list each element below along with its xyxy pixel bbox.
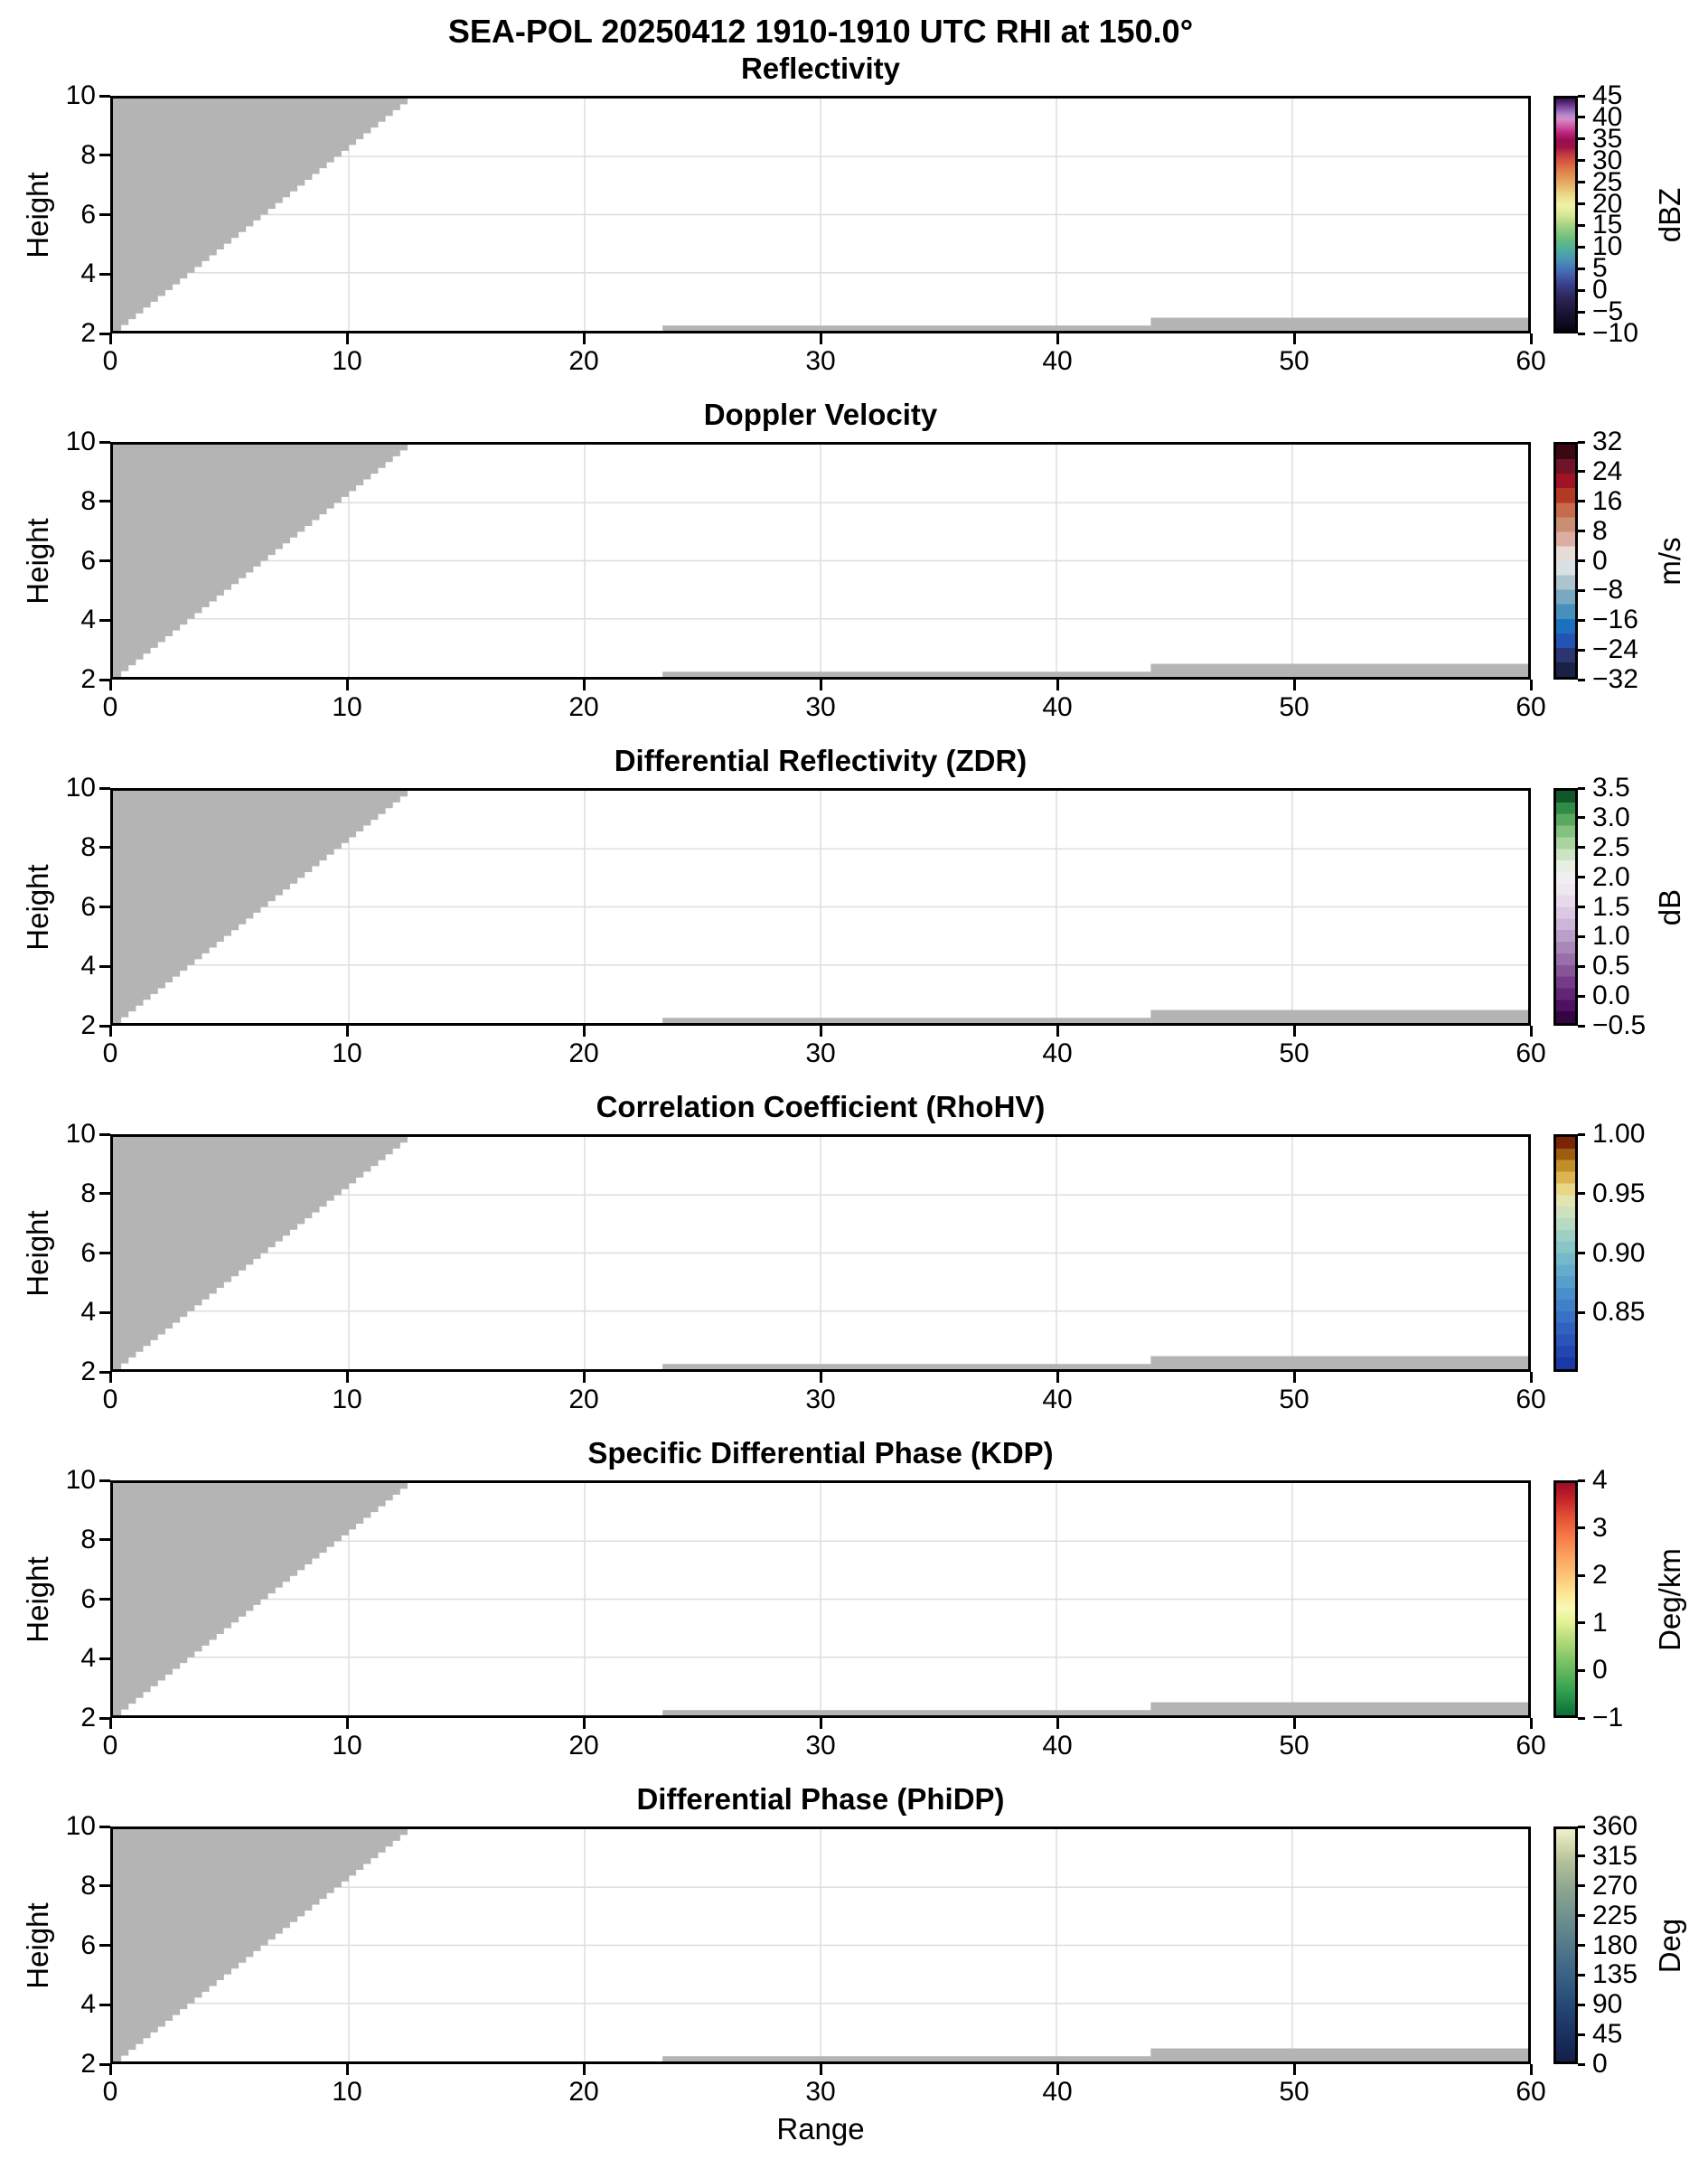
no-data-strip-1: [662, 1710, 1150, 1715]
colorbar-differential-phase-phidp: [1553, 1826, 1578, 2064]
y-tick: [99, 441, 110, 444]
panel-title-differential-phase-phidp: Differential Phase (PhiDP): [636, 1782, 1005, 1816]
colorbar-tick-label: 1: [1592, 1607, 1608, 1638]
x-tick: [820, 680, 822, 690]
y-tick-label: 2: [80, 2049, 96, 2079]
colorbar-tick-label: −5: [1592, 296, 1624, 327]
colorbar-tick: [1578, 95, 1585, 98]
x-tick: [1293, 680, 1296, 690]
colorbar-tick-label: 0: [1592, 1655, 1608, 1685]
x-tick: [109, 1372, 112, 1383]
x-tick: [1293, 2064, 1296, 2075]
y-tick: [99, 1598, 110, 1601]
colorbar-tick: [1578, 2063, 1585, 2066]
panel-title-specific-differential-phase-kdp: Specific Differential Phase (KDP): [587, 1436, 1054, 1469]
colorbar-tick: [1578, 787, 1585, 790]
y-tick-label: 6: [80, 1930, 96, 1960]
y-tick: [99, 1371, 110, 1374]
y-tick: [99, 1252, 110, 1254]
x-tick: [1530, 1026, 1533, 1037]
x-tick-label: 60: [1516, 346, 1546, 376]
x-tick: [1530, 1372, 1533, 1383]
x-tick-label: 50: [1279, 1038, 1309, 1068]
colorbar-tick: [1578, 470, 1585, 473]
x-tick-label: 0: [102, 346, 118, 376]
x-tick: [820, 1026, 822, 1037]
colorbar-tick-label: 135: [1592, 1959, 1638, 1990]
y-axis-label: Height: [21, 171, 54, 258]
panel-title-reflectivity: Reflectivity: [740, 52, 901, 85]
x-tick: [109, 2064, 112, 2075]
panel-title-doppler-velocity: Doppler Velocity: [703, 398, 938, 431]
colorbar-tick-label: 0.85: [1592, 1297, 1646, 1328]
colorbar-tick-label: 0.5: [1592, 951, 1630, 981]
x-tick-label: 40: [1042, 1731, 1073, 1761]
colorbar-unit-differential-reflectivity-zdr: dB: [1653, 888, 1686, 925]
x-tick-label: 10: [332, 692, 362, 722]
colorbar-tick-label: 4: [1592, 1465, 1608, 1495]
x-tick: [1530, 333, 1533, 344]
y-tick: [99, 1826, 110, 1828]
x-tick-label: 30: [805, 1038, 836, 1068]
x-tick: [583, 680, 586, 690]
colorbar-tick-label: 16: [1592, 485, 1623, 516]
colorbar-tick: [1578, 1311, 1585, 1314]
colorbar-tick: [1578, 1526, 1585, 1529]
colorbar-tick: [1578, 181, 1585, 183]
colorbar-tick: [1578, 1944, 1585, 1947]
x-tick: [1293, 1718, 1296, 1729]
colorbar-tick: [1578, 500, 1585, 502]
colorbar-tick-label: 5: [1592, 253, 1608, 284]
colorbar-tick: [1578, 935, 1585, 938]
x-tick-label: 10: [332, 2077, 362, 2107]
y-tick-label: 10: [65, 773, 96, 803]
y-tick-label: 2: [80, 1010, 96, 1040]
colorbar-tick: [1578, 1826, 1585, 1828]
x-tick-label: 20: [568, 692, 599, 722]
colorbar-tick: [1578, 1133, 1585, 1136]
colorbar-tick-label: −16: [1592, 605, 1638, 635]
plot-area-differential-reflectivity-zdr: [110, 788, 1531, 1026]
colorbar-tick-label: 2: [1592, 1560, 1608, 1591]
colorbar-tick: [1578, 995, 1585, 998]
x-tick-label: 0: [102, 1038, 118, 1068]
y-tick: [99, 500, 110, 502]
y-tick: [99, 1192, 110, 1195]
colorbar-tick: [1578, 289, 1585, 292]
plot-area-specific-differential-phase-kdp: [110, 1480, 1531, 1718]
x-tick: [1056, 1026, 1059, 1037]
colorbar-tick: [1578, 876, 1585, 878]
colorbar-unit-specific-differential-phase-kdp: Deg/km: [1653, 1547, 1686, 1651]
x-tick-label: 60: [1516, 2077, 1546, 2107]
y-tick: [99, 846, 110, 849]
y-tick: [99, 273, 110, 276]
colorbar-reflectivity: [1553, 96, 1578, 333]
x-tick-label: 50: [1279, 2077, 1309, 2107]
colorbar-tick: [1578, 906, 1585, 908]
x-tick-label: 40: [1042, 2077, 1073, 2107]
colorbar-tick-label: 0: [1592, 275, 1608, 305]
colorbar-tick: [1578, 116, 1585, 118]
x-tick: [1293, 333, 1296, 344]
colorbar-tick: [1578, 159, 1585, 162]
colorbar-tick-label: 225: [1592, 1900, 1638, 1930]
x-tick: [820, 333, 822, 344]
x-tick-label: 20: [568, 1731, 599, 1761]
colorbar-tick: [1578, 679, 1585, 681]
y-tick-label: 2: [80, 1357, 96, 1386]
x-tick-label: 20: [568, 346, 599, 376]
colorbar-tick: [1578, 1621, 1585, 1624]
colorbar-tick-label: −8: [1592, 575, 1624, 606]
y-tick: [99, 2063, 110, 2066]
colorbar-tick-label: −10: [1592, 318, 1638, 348]
colorbar-tick-label: 3.0: [1592, 802, 1630, 832]
y-tick: [99, 1717, 110, 1720]
y-tick: [99, 154, 110, 156]
colorbar-tick: [1578, 530, 1585, 532]
x-tick: [346, 2064, 349, 2075]
x-tick-label: 20: [568, 1385, 599, 1414]
y-tick-label: 4: [80, 1297, 96, 1328]
y-tick-label: 6: [80, 1237, 96, 1268]
no-data-strip-2: [1150, 1703, 1528, 1715]
y-tick-label: 8: [80, 831, 96, 862]
y-tick-label: 2: [80, 318, 96, 348]
y-tick: [99, 1479, 110, 1482]
x-tick: [1293, 1372, 1296, 1383]
colorbar-tick: [1578, 2004, 1585, 2006]
y-tick: [99, 1311, 110, 1314]
x-tick-label: 20: [568, 1038, 599, 1068]
y-tick-label: 4: [80, 258, 96, 289]
colorbar-tick: [1578, 137, 1585, 140]
colorbar-tick-label: −32: [1592, 664, 1638, 694]
colorbar-tick-label: 315: [1592, 1840, 1638, 1871]
x-tick-label: 50: [1279, 692, 1309, 722]
x-tick: [820, 2064, 822, 2075]
x-tick: [109, 333, 112, 344]
colorbar-tick: [1578, 1669, 1585, 1672]
y-tick-label: 2: [80, 664, 96, 694]
y-tick-label: 2: [80, 1703, 96, 1732]
x-tick: [109, 1026, 112, 1037]
y-tick: [99, 787, 110, 790]
x-tick-label: 0: [102, 692, 118, 722]
colorbar-tick-label: 30: [1592, 145, 1623, 175]
plot-canvas: [113, 1829, 1528, 2061]
colorbar-tick: [1578, 846, 1585, 849]
y-tick: [99, 906, 110, 908]
y-tick-label: 8: [80, 485, 96, 516]
colorbar-tick-label: 270: [1592, 1870, 1638, 1901]
y-tick: [99, 1944, 110, 1947]
y-tick-label: 8: [80, 139, 96, 170]
y-axis-label: Height: [21, 1555, 54, 1643]
colorbar-tick: [1578, 619, 1585, 622]
x-tick-label: 10: [332, 1385, 362, 1414]
no-data-strip-1: [662, 1018, 1150, 1023]
x-tick: [1293, 1026, 1296, 1037]
colorbar-tick: [1578, 202, 1585, 205]
y-tick-label: 8: [80, 1870, 96, 1901]
colorbar-tick-label: 180: [1592, 1930, 1638, 1960]
x-tick-label: 40: [1042, 1385, 1073, 1414]
y-tick-label: 10: [65, 80, 96, 110]
colorbar-tick: [1578, 1854, 1585, 1857]
colorbar-tick: [1578, 1717, 1585, 1720]
colorbar-specific-differential-phase-kdp: [1553, 1480, 1578, 1718]
colorbar-tick-label: 3: [1592, 1512, 1608, 1543]
y-tick: [99, 559, 110, 562]
y-tick-label: 6: [80, 1583, 96, 1614]
colorbar-tick: [1578, 965, 1585, 968]
colorbar-tick-label: 32: [1592, 427, 1623, 456]
y-tick: [99, 679, 110, 681]
figure-suptitle: SEA-POL 20250412 1910-1910 UTC RHI at 150.0°: [447, 13, 1194, 50]
plot-area-correlation-coefficient-rhohv: [110, 1134, 1531, 1372]
y-tick-label: 8: [80, 1178, 96, 1208]
no-data-strip-1: [662, 2056, 1150, 2061]
y-tick: [99, 213, 110, 216]
x-tick: [346, 333, 349, 344]
y-tick: [99, 619, 110, 622]
plot-canvas: [113, 791, 1528, 1023]
y-tick: [99, 1133, 110, 1136]
colorbar-tick: [1578, 441, 1585, 444]
x-tick-label: 50: [1279, 1731, 1309, 1761]
x-tick-label: 50: [1279, 1385, 1309, 1414]
x-tick-label: 0: [102, 2077, 118, 2107]
y-tick-label: 6: [80, 545, 96, 576]
x-tick: [1056, 1372, 1059, 1383]
x-tick: [1056, 2064, 1059, 2075]
x-tick: [820, 1372, 822, 1383]
no-data-strip-2: [1150, 318, 1528, 331]
colorbar-tick-label: 35: [1592, 123, 1623, 154]
plot-area-doppler-velocity: [110, 442, 1531, 680]
colorbar-tick-label: 90: [1592, 1989, 1623, 2020]
x-tick: [346, 1718, 349, 1729]
y-tick-label: 10: [65, 427, 96, 456]
colorbar-tick: [1578, 311, 1585, 314]
plot-canvas: [113, 99, 1528, 331]
colorbar-tick-label: −1: [1592, 1703, 1624, 1732]
plot-canvas: [113, 1483, 1528, 1715]
y-tick: [99, 333, 110, 335]
colorbar-tick: [1578, 268, 1585, 270]
x-tick-label: 50: [1279, 346, 1309, 376]
x-tick: [346, 680, 349, 690]
colorbar-tick: [1578, 1884, 1585, 1887]
y-axis-label: Height: [21, 517, 54, 605]
colorbar-tick-label: 1.0: [1592, 921, 1630, 952]
x-tick-label: 10: [332, 346, 362, 376]
y-tick: [99, 1538, 110, 1541]
colorbar-tick-label: 2.0: [1592, 861, 1630, 892]
no-data-strip-1: [662, 325, 1150, 331]
y-tick: [99, 1884, 110, 1887]
y-tick-label: 4: [80, 951, 96, 981]
colorbar-tick: [1578, 1574, 1585, 1577]
x-tick-label: 60: [1516, 1038, 1546, 1068]
no-data-strip-2: [1150, 664, 1528, 677]
y-tick-label: 10: [65, 1465, 96, 1495]
x-tick: [109, 1718, 112, 1729]
no-data-strip-2: [1150, 1357, 1528, 1369]
y-tick-label: 4: [80, 605, 96, 635]
x-tick-label: 60: [1516, 692, 1546, 722]
plot-area-differential-phase-phidp: [110, 1826, 1531, 2064]
x-tick: [820, 1718, 822, 1729]
x-tick-label: 60: [1516, 1385, 1546, 1414]
colorbar-tick-label: 25: [1592, 166, 1623, 197]
colorbar-tick-label: 2.5: [1592, 831, 1630, 862]
x-tick-label: 0: [102, 1731, 118, 1761]
plot-canvas: [113, 445, 1528, 677]
x-tick: [1056, 333, 1059, 344]
y-tick-label: 6: [80, 891, 96, 922]
colorbar-tick: [1578, 1914, 1585, 1917]
x-tick-label: 40: [1042, 692, 1073, 722]
x-tick: [346, 1026, 349, 1037]
x-tick-label: 60: [1516, 1731, 1546, 1761]
x-tick: [1056, 680, 1059, 690]
y-tick-label: 8: [80, 1524, 96, 1554]
colorbar-tick: [1578, 2033, 1585, 2036]
x-tick-label: 20: [568, 2077, 599, 2107]
colorbar-tick-label: 360: [1592, 1811, 1638, 1841]
y-tick: [99, 2004, 110, 2006]
plot-canvas: [113, 1137, 1528, 1369]
y-tick: [99, 965, 110, 968]
colorbar-tick: [1578, 816, 1585, 819]
colorbar-tick: [1578, 1252, 1585, 1254]
x-tick-label: 0: [102, 1385, 118, 1414]
colorbar-unit-differential-phase-phidp: Deg: [1653, 1918, 1686, 1973]
colorbar-tick-label: 3.5: [1592, 773, 1630, 803]
x-tick-label: 30: [805, 1385, 836, 1414]
colorbar-tick: [1578, 246, 1585, 249]
no-data-strip-1: [662, 671, 1150, 677]
colorbar-tick: [1578, 649, 1585, 652]
colorbar-tick-label: 24: [1592, 455, 1623, 486]
colorbar-tick: [1578, 1192, 1585, 1195]
x-tick: [109, 680, 112, 690]
y-tick-label: 6: [80, 199, 96, 230]
colorbar-tick-label: 45: [1592, 2019, 1623, 2050]
x-tick-label: 30: [805, 1731, 836, 1761]
x-axis-label: Range: [776, 2112, 865, 2146]
x-tick: [583, 1718, 586, 1729]
no-data-strip-2: [1150, 1010, 1528, 1023]
x-tick: [1530, 2064, 1533, 2075]
y-axis-label: Height: [21, 1209, 54, 1297]
panel-title-differential-reflectivity-zdr: Differential Reflectivity (ZDR): [614, 744, 1028, 777]
x-tick: [1530, 680, 1533, 690]
x-tick: [1530, 1718, 1533, 1729]
colorbar-correlation-coefficient-rhohv: [1553, 1134, 1578, 1372]
colorbar-tick-label: 1.00: [1592, 1119, 1646, 1149]
colorbar-tick: [1578, 333, 1585, 335]
y-tick-label: 4: [80, 1643, 96, 1674]
x-tick: [1056, 1718, 1059, 1729]
y-tick: [99, 1025, 110, 1028]
y-axis-label: Height: [21, 863, 54, 951]
colorbar-tick-label: 10: [1592, 231, 1623, 262]
colorbar-tick-label: 0: [1592, 2049, 1608, 2079]
x-tick: [583, 1372, 586, 1383]
colorbar-differential-reflectivity-zdr: [1553, 788, 1578, 1026]
colorbar-tick-label: 0: [1592, 545, 1608, 576]
x-tick: [583, 1026, 586, 1037]
y-tick: [99, 1657, 110, 1660]
colorbar-tick: [1578, 1974, 1585, 1977]
colorbar-tick: [1578, 224, 1585, 227]
colorbar-tick-label: −0.5: [1592, 1010, 1647, 1040]
y-tick-label: 10: [65, 1119, 96, 1149]
colorbar-tick: [1578, 1025, 1585, 1028]
plot-area-reflectivity: [110, 96, 1531, 333]
y-tick-label: 4: [80, 1989, 96, 2020]
panel-title-correlation-coefficient-rhohv: Correlation Coefficient (RhoHV): [596, 1090, 1046, 1123]
x-tick-label: 30: [805, 692, 836, 722]
y-tick: [99, 95, 110, 98]
colorbar-tick: [1578, 589, 1585, 592]
no-data-strip-1: [662, 1364, 1150, 1369]
colorbar-unit-reflectivity: dBZ: [1653, 187, 1686, 242]
colorbar-tick-label: 0.90: [1592, 1237, 1646, 1268]
y-axis-label: Height: [21, 1901, 54, 1989]
x-tick-label: 10: [332, 1038, 362, 1068]
colorbar-doppler-velocity: [1553, 442, 1578, 680]
colorbar-tick: [1578, 559, 1585, 562]
no-data-strip-2: [1150, 2049, 1528, 2061]
x-tick: [583, 333, 586, 344]
colorbar-tick: [1578, 1479, 1585, 1482]
x-tick-label: 30: [805, 2077, 836, 2107]
colorbar-tick-label: 20: [1592, 188, 1623, 219]
colorbar-tick-label: 15: [1592, 210, 1623, 240]
x-tick-label: 40: [1042, 346, 1073, 376]
colorbar-tick-label: −24: [1592, 634, 1638, 665]
x-tick-label: 30: [805, 346, 836, 376]
x-tick: [583, 2064, 586, 2075]
colorbar-tick-label: 0.95: [1592, 1178, 1646, 1208]
x-tick: [346, 1372, 349, 1383]
colorbar-unit-doppler-velocity: m/s: [1653, 536, 1686, 586]
colorbar-tick-label: 40: [1592, 101, 1623, 132]
y-tick-label: 10: [65, 1811, 96, 1841]
x-tick-label: 10: [332, 1731, 362, 1761]
colorbar-tick-label: 1.5: [1592, 891, 1630, 922]
colorbar-tick-label: 8: [1592, 515, 1608, 546]
x-tick-label: 40: [1042, 1038, 1073, 1068]
colorbar-tick-label: 45: [1592, 80, 1623, 110]
colorbar-tick-label: 0.0: [1592, 981, 1630, 1011]
